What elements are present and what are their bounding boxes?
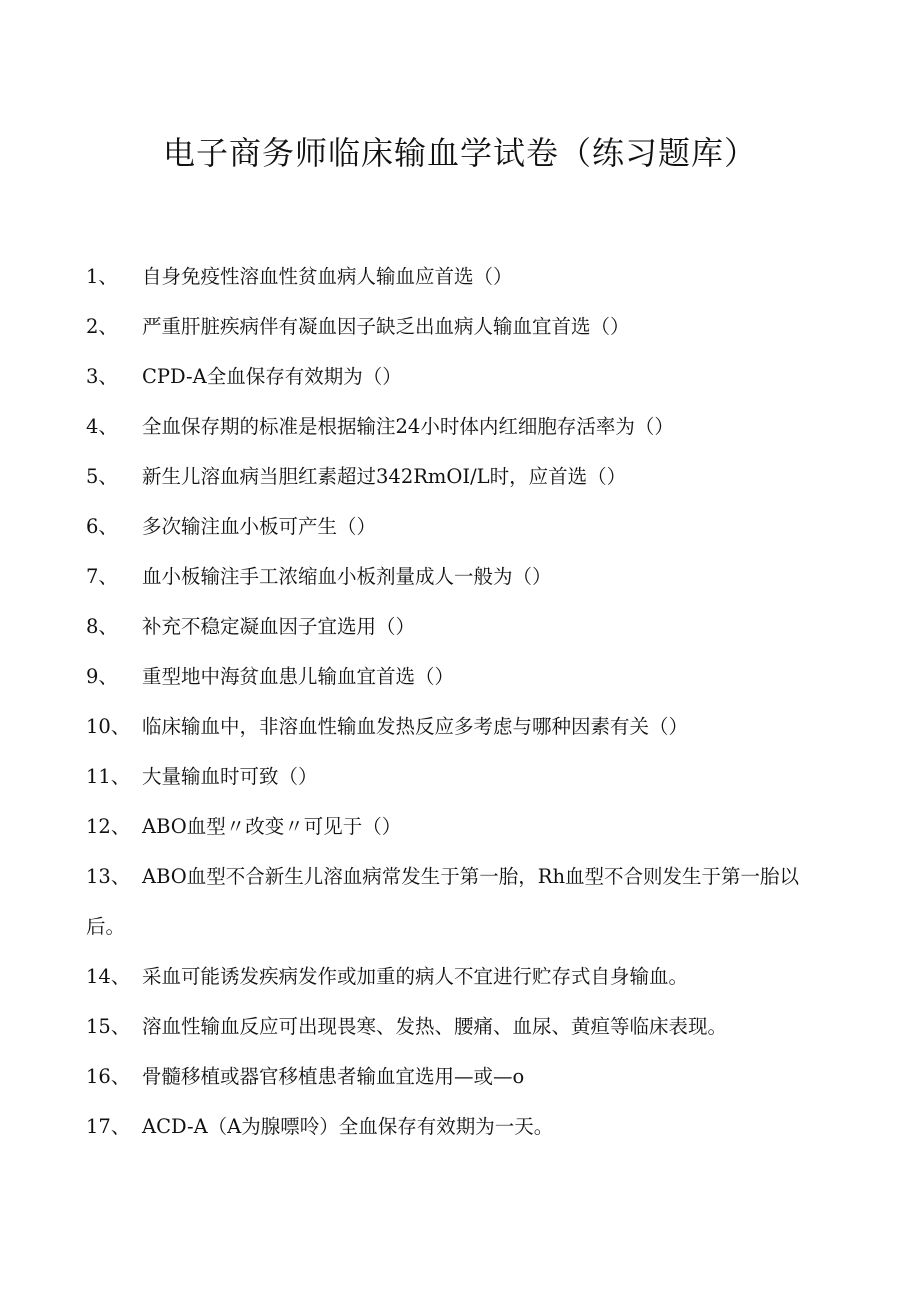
question-text: 严重肝脏疾病伴有凝血因子缺乏出血病人输血宜首选（） [142, 315, 630, 338]
question-text: 临床输血中，非溶血性输血发热反应多考虑与哪种因素有关（） [142, 715, 689, 738]
question-text: 多次输注血小板可产生（） [142, 515, 377, 538]
list-item [86, 852, 826, 952]
question-number: 6、 [86, 515, 118, 538]
list-item [86, 802, 826, 852]
question-number: 3、 [86, 365, 118, 388]
question-number: 11、 [86, 765, 131, 788]
question-number: 12、 [86, 815, 131, 838]
list-item [86, 552, 826, 602]
question-text: 骨髓移植或器官移植患者输血宜选用—或—o [142, 1065, 525, 1088]
question-text: CPD-A全血保存有效期为（） [142, 365, 402, 388]
list-item [86, 652, 826, 702]
question-number: 1、 [86, 265, 118, 288]
question-text: 自身免疫性溶血性贫血病人输血应首选（） [142, 265, 513, 288]
question-number: 16、 [86, 1065, 131, 1088]
question-number: 15、 [86, 1015, 131, 1038]
question-number: 10、 [86, 715, 131, 738]
list-item [86, 702, 826, 752]
question-number: 4、 [86, 415, 118, 438]
question-text: 全血保存期的标准是根据输注24小时体内红细胞存活率为（） [142, 415, 674, 438]
list-item [86, 452, 826, 502]
question-text: 重型地中海贫血患儿输血宜首选（） [142, 665, 455, 688]
list-item [86, 302, 826, 352]
list-item [86, 402, 826, 452]
list-item [86, 1002, 826, 1052]
list-item [86, 952, 826, 1002]
list-item [86, 1102, 826, 1152]
question-number: 2、 [86, 315, 118, 338]
question-text: 新生儿溶血病当胆红素超过342RmOI/L时，应首选（） [142, 465, 627, 488]
question-text: ABO血型〃改变〃可见于（） [142, 815, 402, 838]
question-number: 17、 [86, 1115, 131, 1138]
list-item [86, 502, 826, 552]
list-item [86, 1052, 826, 1102]
question-text: 溶血性输血反应可出现畏寒、发热、腰痛、血尿、黄疸等临床表现。 [142, 1015, 728, 1038]
question-number: 14、 [86, 965, 131, 988]
question-list [86, 252, 826, 1152]
question-text: 采血可能诱发疾病发作或加重的病人不宜进行贮存式自身输血。 [142, 965, 689, 988]
question-text: 大量输血时可致（） [142, 765, 318, 788]
question-text: 补充不稳定凝血因子宜选用（） [142, 615, 416, 638]
question-text: ABO血型不合新生儿溶血病常发生于第一胎，Rh血型不合则发生于第一胎以后。 [86, 865, 800, 938]
list-item [86, 602, 826, 652]
question-number: 13、 [86, 865, 131, 888]
question-number: 8、 [86, 615, 118, 638]
question-text: 血小板输注手工浓缩血小板剂量成人一般为（） [142, 565, 552, 588]
question-text: ACD-A（A为腺嘌呤）全血保存有效期为一天。 [142, 1115, 554, 1138]
question-number: 9、 [86, 665, 118, 688]
list-item [86, 252, 826, 302]
page-title: 电子商务师临床输血学试卷（练习题库） [162, 134, 757, 172]
list-item [86, 352, 826, 402]
list-item [86, 752, 826, 802]
question-number: 5、 [86, 465, 118, 488]
question-number: 7、 [86, 565, 118, 588]
